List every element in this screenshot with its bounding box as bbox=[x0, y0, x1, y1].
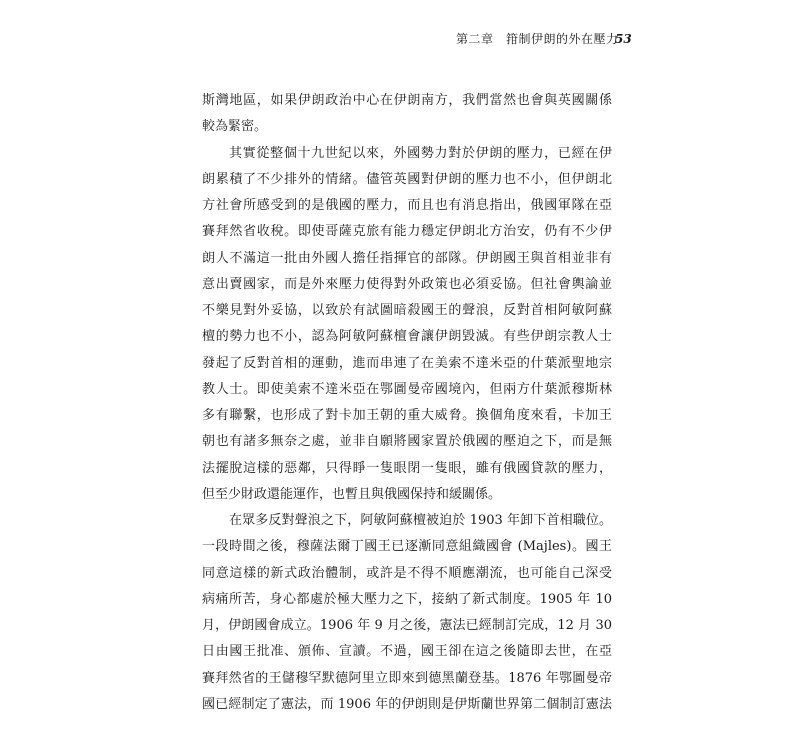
text-line: 較為緊密。 bbox=[202, 119, 268, 135]
page-number: 53 bbox=[615, 32, 632, 46]
text-line: 教人士。即使美索不達米亞在鄂圖曼帝國境內，但兩方什葉派穆斯林 bbox=[202, 381, 612, 397]
text-line: 病痛所苦，身心都處於極大壓力之下，接納了新式制度。1905 年 10 bbox=[202, 591, 612, 607]
paragraph-first-line: 在眾多反對聲浪之下，阿敏阿蘇檀被迫於 1903 年卸下首相職位。 bbox=[229, 513, 612, 528]
text-line: 國已經制定了憲法，而 1906 年的伊朗則是伊斯蘭世界第二個制訂憲法 bbox=[202, 696, 612, 712]
text-line: 不樂見對外妥協，以致於有試圖暗殺國王的聲浪，反對首相阿敏阿蘇 bbox=[202, 303, 612, 318]
text-line: 檀的勢力也不小，認為阿敏阿蘇檀會讓伊朗毀滅。有些伊朗宗教人士 bbox=[202, 329, 612, 345]
running-head-chapter-title: 第二章 箝制伊朗的外在壓力 bbox=[456, 32, 619, 46]
text-line: 發起了反對首相的運動，進而串連了在美索不達米亞的什葉派聖地宗 bbox=[202, 355, 612, 371]
body-text bbox=[202, 88, 612, 718]
text-line: 但至少財政還能運作，也暫且與俄國保持和緩關係。 bbox=[202, 486, 502, 502]
text-line: 朝也有諸多無奈之處，並非自願將國家置於俄國的壓迫之下，而是無 bbox=[202, 434, 612, 450]
text-line: 同意這樣的新式政治體制，或許是不得不順應潮流，也可能自己深受 bbox=[202, 565, 612, 581]
text-line: 法擺脫這樣的惡鄰，只得睜一隻眼閉一隻眼，雖有俄國貸款的壓力， bbox=[202, 460, 612, 476]
text-line: 方社會所感受到的是俄國的壓力，而且也有消息指出，俄國軍隊在亞 bbox=[202, 198, 612, 213]
text-line: 朗累積了不少排外的情緒。儘管英國對伊朗的壓力也不小，但伊朗北 bbox=[202, 171, 612, 187]
text-line: 意出賣國家，而是外來壓力使得對外政策也必須妥協。但社會輿論並 bbox=[202, 276, 612, 292]
text-line: 多有聯繫，也形成了對卡加王朝的重大威脅。換個角度來看，卡加王 bbox=[202, 408, 612, 423]
text-line: 賽拜然省的王儲穆罕默德阿里立即來到德黑蘭登基。1876 年鄂圖曼帝 bbox=[202, 670, 612, 686]
text-line: 朗人不滿這一批由外國人擔任指揮官的部隊。伊朗國王與首相並非有 bbox=[202, 250, 612, 266]
text-line: 賽拜然省收稅。即使哥薩克旅有能力穩定伊朗北方治安，仍有不少伊 bbox=[202, 224, 612, 240]
text-line: 日由國王批准、頒佈、宣讀。不過，國王卻在這之後隨即去世，在亞 bbox=[202, 644, 612, 660]
paragraph-first-line: 其實從整個十九世紀以來，外國勢力對於伊朗的壓力，已經在伊 bbox=[229, 145, 612, 161]
text-line: 月，伊朗國會成立。1906 年 9 月之後，憲法已經制訂完成，12 月 30 bbox=[202, 618, 612, 633]
text-line: 一段時間之後，穆薩法爾丁國王已逐漸同意組織國會 (Majles)。國王 bbox=[202, 539, 612, 555]
text-line: 斯灣地區，如果伊朗政治中心在伊朗南方，我們當然也會與英國關係 bbox=[202, 93, 612, 108]
